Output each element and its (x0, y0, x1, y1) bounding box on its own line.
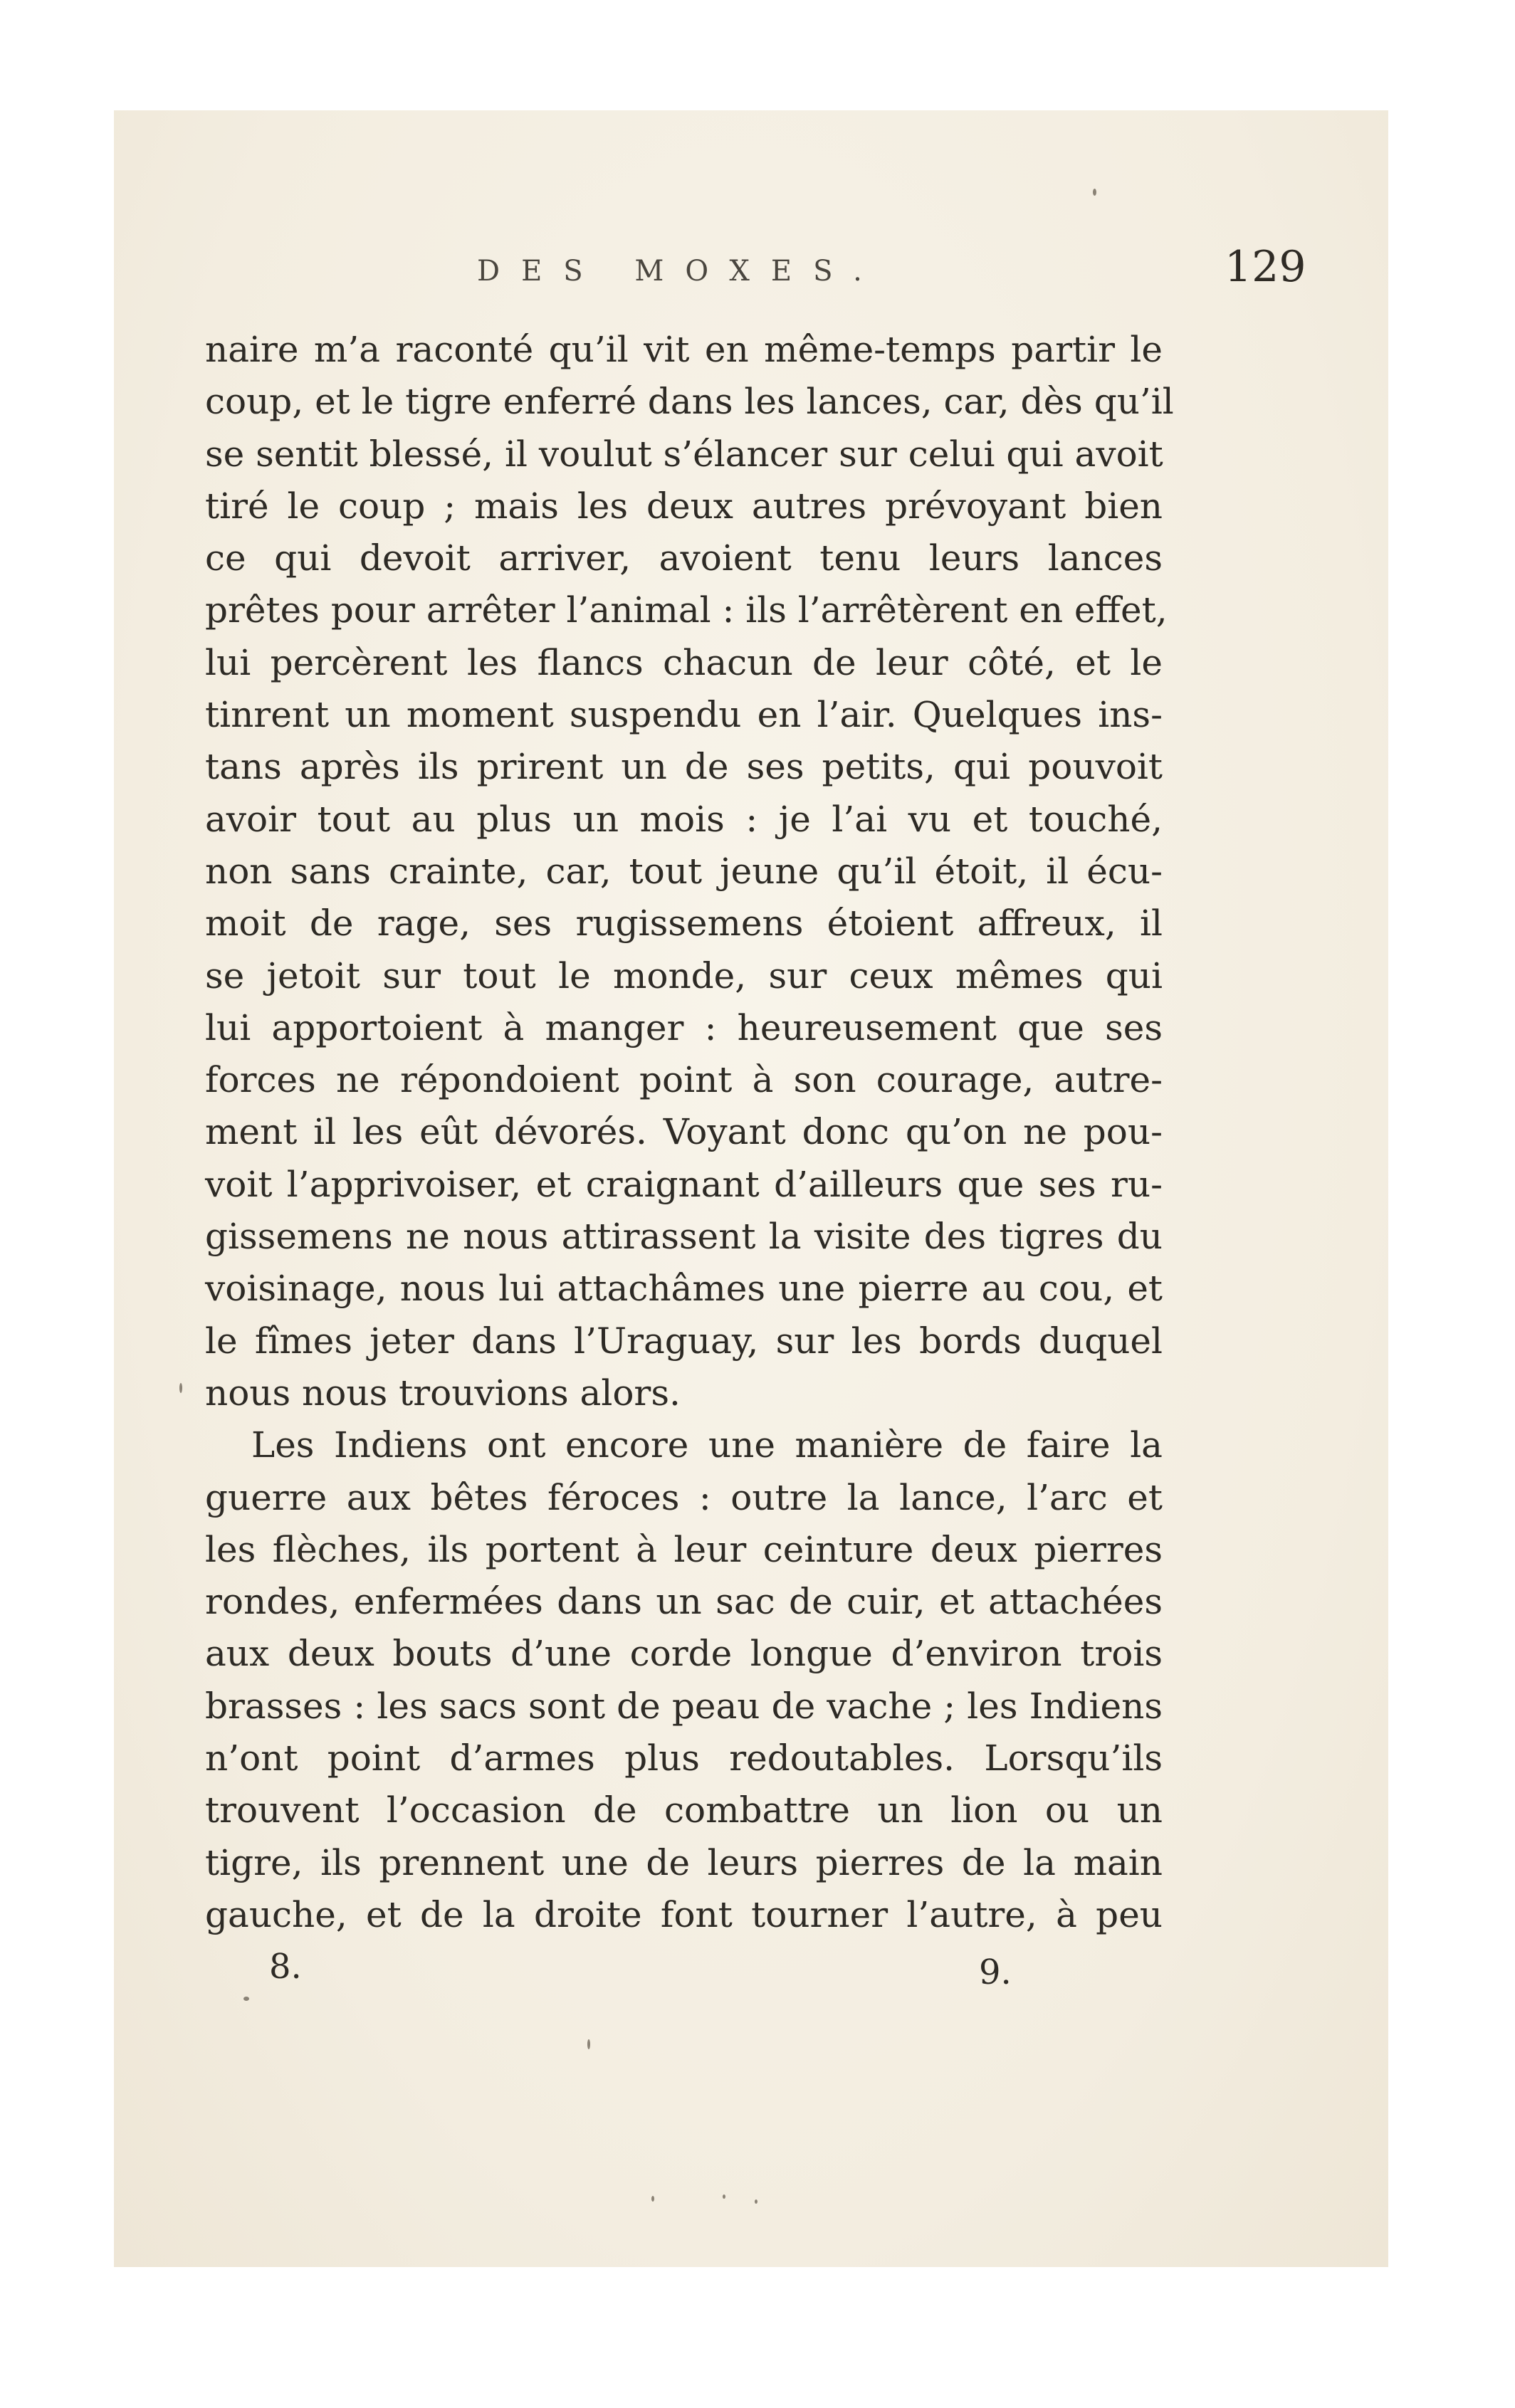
text-line: tiré le coup ; mais les deux autres prévoyant bien (205, 485, 1163, 527)
text-line: forces ne répondoient point à son courage, autre- (205, 1059, 1163, 1101)
page-header (114, 242, 1388, 306)
text-line: le fîmes jeter dans l’Uraguay, sur les bords duquel (205, 1320, 1163, 1362)
text-line: brasses : les sacs sont de peau de vache ; les Indiens (205, 1685, 1163, 1727)
scan-speck (755, 2199, 758, 2204)
text-line: ce qui devoit arriver, avoient tenu leurs lances (205, 537, 1163, 579)
text-line: trouvent l’occasion de combattre un lion ou un (205, 1789, 1163, 1831)
text-line: tigre, ils prennent une de leurs pierres de la main (205, 1841, 1163, 1883)
text-line: lui apportoient à manger : heureusement que ses (205, 1006, 1163, 1048)
text-line: non sans crainte, car, tout jeune qu’il étoit, il écu- (205, 850, 1163, 892)
page-number: 129 (1225, 242, 1306, 292)
text-line: voisinage, nous lui attachâmes une pierre au cou, et (205, 1268, 1163, 1310)
running-head: DES MOXES. (477, 255, 884, 288)
text-line: gissemens ne nous attirassent la visite des tigres du (205, 1216, 1163, 1258)
text-line: prêtes pour arrêter l’animal : ils l’arrêtèrent en effet, (205, 589, 1168, 631)
text-line: Les Indiens ont encore une manière de faire la (251, 1424, 1163, 1466)
scan-speck (587, 2039, 590, 2049)
signature-marks (114, 1947, 1388, 2004)
scan-speck (651, 2196, 654, 2202)
text-line: naire m’a raconté qu’il vit en même-temps partir le (205, 329, 1163, 370)
text-line: guerre aux bêtes féroces : outre la lance, l’arc et (205, 1476, 1163, 1518)
text-line: se sentit blessé, il voulut s’élancer sur celui qui avoit (205, 433, 1163, 475)
text-line: coup, et le tigre enferré dans les lances, car, dès qu’il (205, 381, 1174, 423)
paragraph-2 (205, 1419, 1163, 1941)
scan-speck (179, 1383, 182, 1393)
text-line: moit de rage, ses rugissemens étoient affreux, il (205, 903, 1163, 945)
text-line: aux deux bouts d’une corde longue d’environ trois (205, 1633, 1163, 1675)
text-line: tans après ils prirent un de ses petits, qui pouvoit (205, 746, 1163, 788)
text-line: nous nous trouvions alors. (205, 1372, 681, 1414)
text-line: avoir tout au plus un mois : je l’ai vu et touché, (205, 798, 1163, 840)
scan-speck (243, 1997, 249, 2001)
signature-left: 8. (269, 1947, 302, 1987)
text-line: tinrent un moment suspendu en l’air. Quelques ins- (205, 694, 1163, 736)
text-line: ment il les eût dévorés. Voyant donc qu’on ne pou- (205, 1111, 1163, 1153)
text-line: voit l’apprivoiser, et craignant d’ailleurs que ses ru- (205, 1163, 1163, 1205)
text-line: lui percèrent les flancs chacun de leur côté, et le (205, 641, 1163, 683)
signature-right: 9. (979, 1952, 1012, 1992)
text-line: se jetoit sur tout le monde, sur ceux mêmes qui (205, 955, 1163, 997)
body-text (205, 324, 1174, 1941)
scan-speck (723, 2194, 725, 2199)
text-line: gauche, et de la droite font tourner l’autre, à peu (205, 1893, 1163, 1935)
scanned-page (114, 110, 1388, 2267)
text-line: n’ont point d’armes plus redoutables. Lorsqu’ils (205, 1737, 1163, 1779)
text-line: rondes, enfermées dans un sac de cuir, et attachées (205, 1581, 1163, 1623)
paragraph-1 (205, 324, 1174, 1419)
scan-speck (1093, 189, 1096, 196)
text-line: les flèches, ils portent à leur ceinture deux pierres (205, 1528, 1163, 1570)
